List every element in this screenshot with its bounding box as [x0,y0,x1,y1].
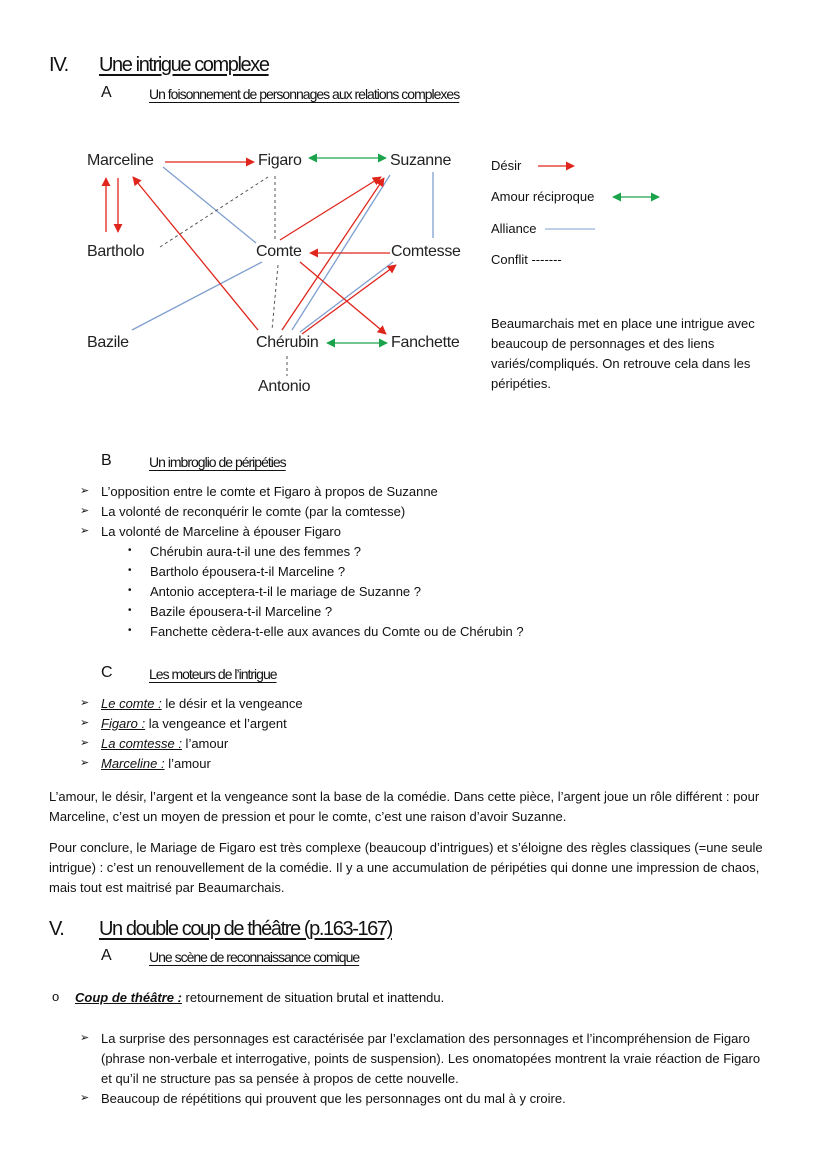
legend-conflict: Conflit ------- [491,252,562,267]
node-bazile: Bazile [87,334,129,351]
desire-comte-suzanne [280,177,381,240]
node-cherubin: Chérubin [256,334,319,351]
alliance-bazile-comte [132,262,262,330]
dot-bullet-icon: • [128,565,132,576]
dot-bullet-icon: • [128,585,132,596]
circle-bullet-icon: o [52,989,60,1004]
dot-bullet-icon: • [128,605,132,616]
legend-alliance: Alliance [491,221,537,236]
term-label: La comtesse : [101,736,182,751]
node-marceline: Marceline [87,152,154,169]
node-antonio: Antonio [258,378,311,395]
section-4-numeral: IV. [49,54,69,76]
section-5a-title: Une scène de reconnaissance comique [149,949,360,965]
conflict-comte-cherubin [272,265,278,330]
section-5a-letter: A [101,947,112,964]
section-4b-letter: B [101,452,112,469]
arrow-bullet-icon: ➢ [80,717,90,729]
definition-term: Coup de théâtre : [75,990,182,1005]
list-item: ➢ Marceline : l’amour [80,756,211,771]
section-4-title: Une intrigue complexe [99,54,269,76]
arrow-bullet-icon: ➢ [80,697,90,709]
term-label: Le comte : [101,696,162,711]
sub-list-item: • Bartholo épousera-t-il Marceline ? [128,564,346,579]
paragraph-themes: L’amour, le désir, l’argent et la vengeance sont la base de la comédie. Dans cette pièce, l’argent joue un rôle différent : pour Marceline, c’est un moyen de pression et pour le comte, c’est une raison d’avoir Suzanne. [49,789,760,824]
arrow-bullet-icon: ➢ [80,485,90,497]
node-suzanne: Suzanne [390,152,452,169]
list-item: ➢ La surprise des personnages est caractérisée par l’exclamation des personnages et l’incompréhension de Figaro (phrase non-verbale et interrogative, points de suspension). Les onomatopées montrent la vraie réaction de Figaro et qu’il ne structure pas sa pensée à propos de cette nouvelle. [80,1031,761,1086]
arrow-bullet-icon: ➢ [80,525,90,537]
conflict-bartholo-figaro [160,177,268,247]
term-label: Marceline : [101,756,165,771]
node-figaro: Figaro [258,152,302,169]
arrow-bullet-icon: ➢ [80,737,90,749]
sub-list-item: • Chérubin aura-t-il une des femmes ? [128,544,361,559]
section-4b-title: Un imbroglio de péripéties [149,454,286,470]
arrow-bullet-icon: ➢ [80,1092,90,1104]
legend-love: Amour réciproque [491,189,595,204]
list-item: ➢ La volonté de reconquérir le comte (par la comtesse) [80,504,406,519]
section-4a-title: Un foisonnement de personnages aux relations complexes [149,86,460,102]
alliance-cherubin-comtesse [300,262,393,332]
section-5-numeral: V. [49,918,64,940]
desire-cherubin-marceline [133,177,258,330]
arrow-bullet-icon: ➢ [80,1032,90,1044]
node-comtesse: Comtesse [391,243,461,260]
node-fanchette: Fanchette [391,334,460,351]
love-arrows [309,158,387,343]
section-4c-letter: C [101,664,113,681]
section-4c-title: Les moteurs de l’intrigue [149,666,277,682]
list-item: ➢ Beaucoup de répétitions qui prouvent que les personnages ont du mal à y croire. [80,1091,566,1106]
list-item: ➢ L’opposition entre le comte et Figaro à propos de Suzanne [80,484,438,499]
definition-text: retournement de situation brutal et inattendu. [181,990,445,1005]
section-5-title: Un double coup de théâtre (p.163-167) [99,918,392,940]
sub-list-item: • Bazile épousera-t-il Marceline ? [128,604,333,619]
definition-item [0,988,828,1008]
dot-bullet-icon: • [128,545,132,556]
diagram-note: Beaumarchais met en place une intrigue avec beaucoup de personnages et des liens variés/compliqués. On retrouve cela dans les péripéties. [491,316,755,391]
list-item: ➢ Le comte : le désir et la vengeance [80,696,303,711]
paragraph-conclusion: Pour conclure, le Mariage de Figaro est très complexe (beaucoup d’intrigues) et s’éloigne des règles classiques (=une seule intrigue) : c’est un renouvellement de la comédie. Il y a une accumulation de péripéties qui donne une impression de chaos, mais tout est maitrisé par Beaumarchais. [49,840,763,895]
dot-bullet-icon: • [128,625,132,636]
list-item: ➢ La comtesse : l’amour [80,736,229,751]
term-label: Figaro : [101,716,146,731]
sub-list-item: • Fanchette cèdera-t-elle aux avances du Comte ou de Chérubin ? [128,624,524,639]
list-item: ➢ Figaro : la vengeance et l’argent [80,716,287,731]
list-item: ➢ La volonté de Marceline à épouser Figaro [80,524,341,539]
node-bartholo: Bartholo [87,243,145,260]
section-4a-letter: A [101,84,112,101]
node-comte: Comte [256,243,302,260]
legend-desire: Désir [491,158,522,173]
sub-list-item: • Antonio acceptera-t-il le mariage de Suzanne ? [128,584,421,599]
arrow-bullet-icon: ➢ [80,505,90,517]
arrow-bullet-icon: ➢ [80,757,90,769]
